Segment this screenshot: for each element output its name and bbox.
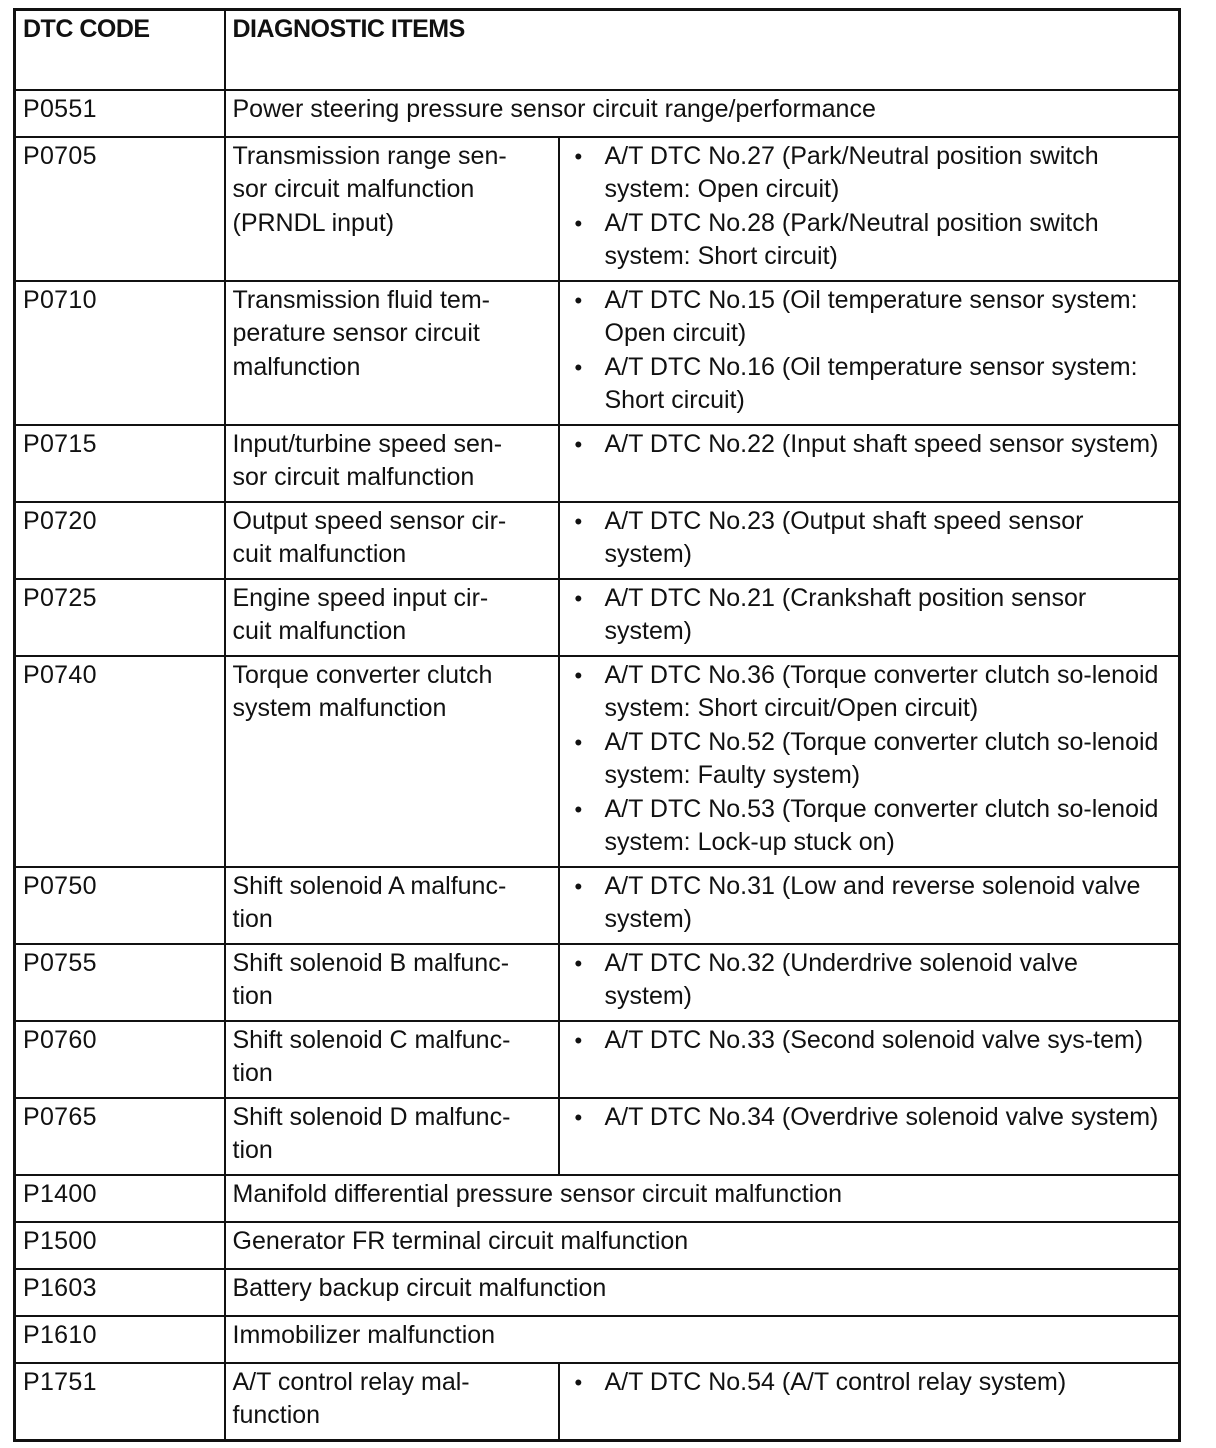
at-dtc-cell <box>559 137 1180 281</box>
diagnostic-item-cell: Shift solenoid D malfunc- tion <box>225 1098 559 1175</box>
diagnostic-item-cell: Immobilizer malfunction <box>225 1316 1180 1363</box>
at-dtc-list-item: • A/T DTC No.15 (Oil temperature sensor system: Open circuit) <box>605 284 1172 351</box>
at-dtc-list-item: • A/T DTC No.28 (Park/Neutral position switch system: Short circuit) <box>605 207 1172 274</box>
header-diagnostic-items: DIAGNOSTIC ITEMS <box>225 10 1180 90</box>
at-dtc-list <box>567 659 1172 860</box>
at-dtc-list-item: • A/T DTC No.22 (Input shaft speed sensor system) <box>605 428 1172 462</box>
at-dtc-list <box>567 947 1172 1014</box>
at-dtc-cell <box>559 944 1180 1021</box>
diagnostic-item-cell: Output speed sensor cir- cuit malfunction <box>225 502 559 579</box>
dtc-code-cell: P1400 <box>15 1175 225 1222</box>
table-row <box>15 656 1180 867</box>
table-row <box>15 425 1180 502</box>
at-dtc-list <box>567 870 1172 937</box>
table-row <box>15 1316 1180 1363</box>
at-dtc-list-item: • A/T DTC No.16 (Oil temperature sensor system: Short circuit) <box>605 351 1172 418</box>
table-row <box>15 1363 1180 1441</box>
diagnostic-item-cell: A/T control relay mal- function <box>225 1363 559 1441</box>
diagnostic-item-cell: Engine speed input cir- cuit malfunction <box>225 579 559 656</box>
at-dtc-list <box>567 1024 1172 1058</box>
dtc-code-cell: P0755 <box>15 944 225 1021</box>
header-row <box>15 10 1180 90</box>
at-dtc-list-item: • A/T DTC No.23 (Output shaft speed sensor system) <box>605 505 1172 572</box>
at-dtc-list-item: • A/T DTC No.33 (Second solenoid valve sys-tem) <box>605 1024 1172 1058</box>
table-row <box>15 281 1180 425</box>
diagnostic-item-cell: Generator FR terminal circuit malfunction <box>225 1222 1180 1269</box>
at-dtc-cell <box>559 1021 1180 1098</box>
at-dtc-cell <box>559 425 1180 502</box>
diagnostic-item-cell: Shift solenoid A malfunc- tion <box>225 867 559 944</box>
at-dtc-cell <box>559 1363 1180 1441</box>
table-row <box>15 1175 1180 1222</box>
diagnostic-item-cell: Shift solenoid C malfunc- tion <box>225 1021 559 1098</box>
at-dtc-list <box>567 1101 1172 1135</box>
dtc-code-cell: P1751 <box>15 1363 225 1441</box>
dtc-code-cell: P0725 <box>15 579 225 656</box>
at-dtc-list <box>567 428 1172 462</box>
table-row <box>15 944 1180 1021</box>
dtc-code-cell: P0765 <box>15 1098 225 1175</box>
dtc-code-cell: P1603 <box>15 1269 225 1316</box>
at-dtc-list-item: • A/T DTC No.52 (Torque converter clutch so-lenoid system: Faulty system) <box>605 726 1172 793</box>
at-dtc-cell <box>559 867 1180 944</box>
diagnostic-item-cell: Torque converter clutch system malfunction <box>225 656 559 867</box>
at-dtc-cell <box>559 579 1180 656</box>
at-dtc-list <box>567 505 1172 572</box>
at-dtc-list-item: • A/T DTC No.54 (A/T control relay system) <box>605 1366 1172 1400</box>
dtc-code-cell: P0705 <box>15 137 225 281</box>
table-row <box>15 1222 1180 1269</box>
at-dtc-list-item: • A/T DTC No.31 (Low and reverse solenoid valve system) <box>605 870 1172 937</box>
at-dtc-cell <box>559 1098 1180 1175</box>
diagnostic-item-cell: Power steering pressure sensor circuit range/performance <box>225 90 1180 137</box>
dtc-code-cell: P0760 <box>15 1021 225 1098</box>
dtc-code-cell: P1610 <box>15 1316 225 1363</box>
table-row <box>15 867 1180 944</box>
table-row <box>15 502 1180 579</box>
table-row <box>15 579 1180 656</box>
diagnostic-item-cell: Transmission range sen- sor circuit malfunction (PRNDL input) <box>225 137 559 281</box>
at-dtc-list <box>567 284 1172 418</box>
dtc-code-cell: P0720 <box>15 502 225 579</box>
table-row <box>15 1021 1180 1098</box>
diagnostic-item-cell: Manifold differential pressure sensor circuit malfunction <box>225 1175 1180 1222</box>
header-dtc-code: DTC CODE <box>15 10 225 90</box>
dtc-code-cell: P0740 <box>15 656 225 867</box>
at-dtc-list-item: • A/T DTC No.21 (Crankshaft position sensor system) <box>605 582 1172 649</box>
at-dtc-list-item: • A/T DTC No.36 (Torque converter clutch so-lenoid system: Short circuit/Open circuit) <box>605 659 1172 726</box>
at-dtc-list <box>567 140 1172 274</box>
at-dtc-list <box>567 582 1172 649</box>
table-row <box>15 1269 1180 1316</box>
table-row <box>15 90 1180 137</box>
at-dtc-cell <box>559 656 1180 867</box>
dtc-code-cell: P0710 <box>15 281 225 425</box>
at-dtc-list-item: • A/T DTC No.53 (Torque converter clutch so-lenoid system: Lock-up stuck on) <box>605 793 1172 860</box>
dtc-code-cell: P0750 <box>15 867 225 944</box>
at-dtc-cell <box>559 281 1180 425</box>
at-dtc-list-item: • A/T DTC No.34 (Overdrive solenoid valve system) <box>605 1101 1172 1135</box>
at-dtc-list-item: • A/T DTC No.27 (Park/Neutral position switch system: Open circuit) <box>605 140 1172 207</box>
at-dtc-list-item: • A/T DTC No.32 (Underdrive solenoid valve system) <box>605 947 1172 1014</box>
table-row <box>15 137 1180 281</box>
dtc-code-cell: P0551 <box>15 90 225 137</box>
dtc-code-cell: P1500 <box>15 1222 225 1269</box>
at-dtc-list <box>567 1366 1172 1400</box>
dtc-code-cell: P0715 <box>15 425 225 502</box>
diagnostic-item-cell: Input/turbine speed sen- sor circuit malfunction <box>225 425 559 502</box>
diagnostic-item-cell: Transmission fluid tem- perature sensor circuit malfunction <box>225 281 559 425</box>
dtc-table-body <box>15 90 1180 1441</box>
dtc-document <box>13 8 1178 1440</box>
table-row <box>15 1098 1180 1175</box>
diagnostic-item-cell: Battery backup circuit malfunction <box>225 1269 1180 1316</box>
at-dtc-cell <box>559 502 1180 579</box>
dtc-table <box>13 8 1181 1442</box>
diagnostic-item-cell: Shift solenoid B malfunc- tion <box>225 944 559 1021</box>
